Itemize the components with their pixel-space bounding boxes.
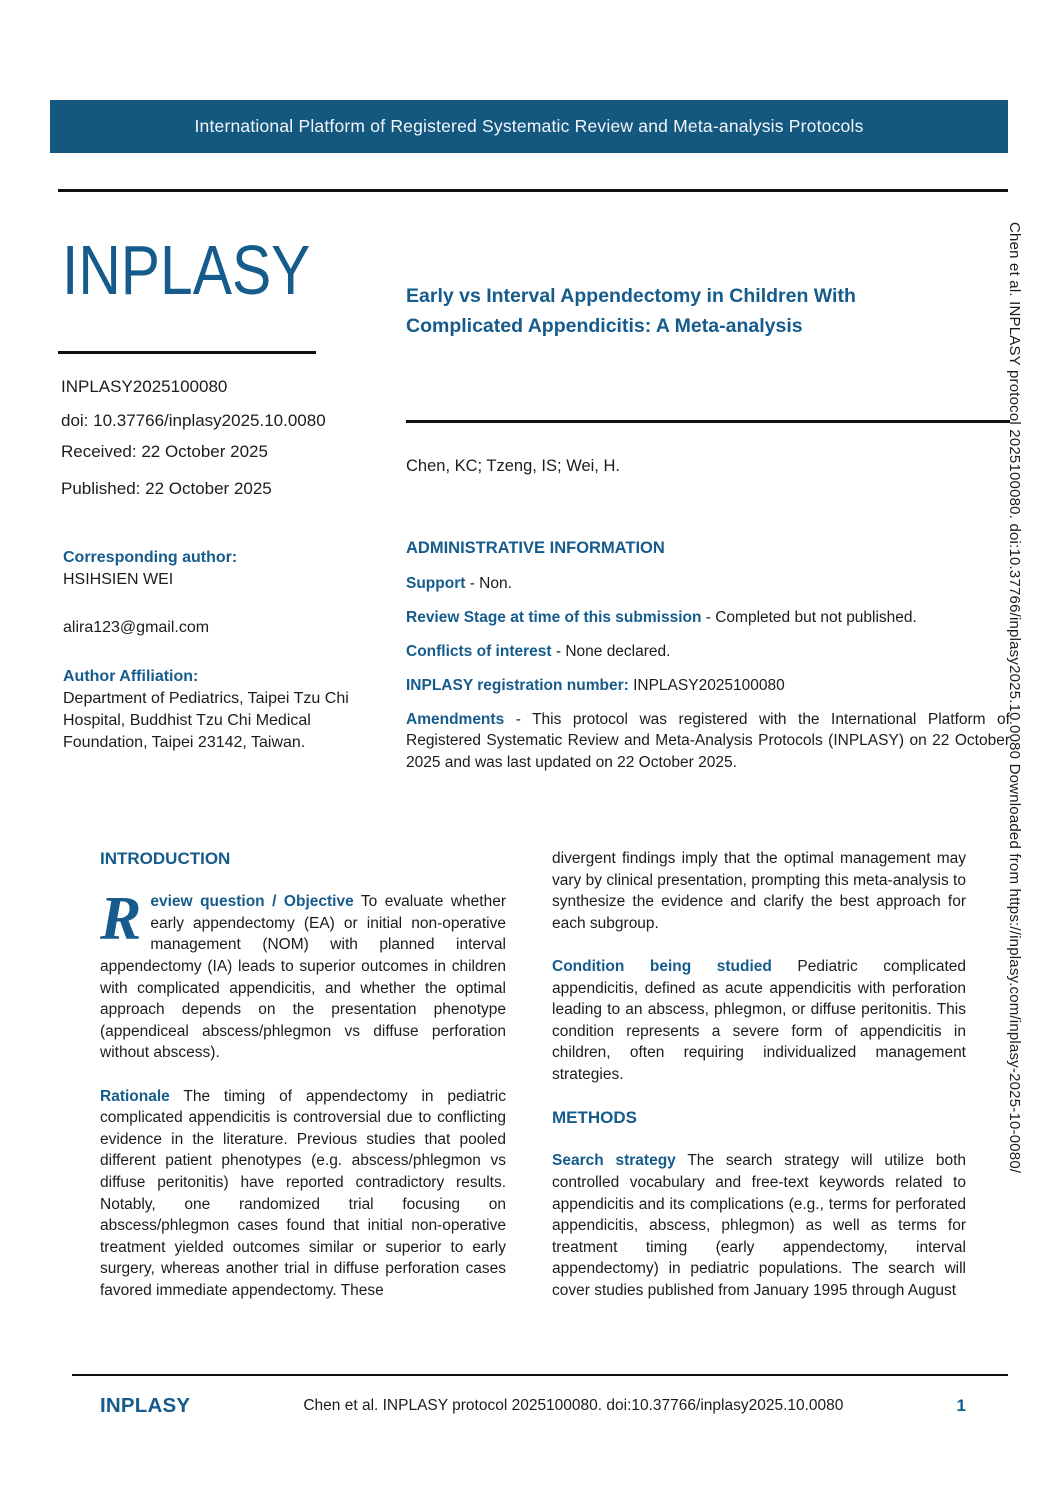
review-question-label: eview question / Objective xyxy=(150,893,354,911)
search-strategy-label: Search strategy xyxy=(552,1152,676,1170)
corresponding-author-block xyxy=(63,547,363,754)
amendments-text: - This protocol was registered with the International Platform of Registered Systematic Review and Meta-Analysis Protocols (INPLASY) on 22 October 2025 and was last updated on 22 October 2025. xyxy=(406,710,1010,771)
corresponding-author-name: HSIHSIEN WEI xyxy=(63,571,174,588)
review-stage-line xyxy=(406,607,1010,629)
registration-line xyxy=(406,675,1010,697)
rationale-text: The timing of appendectomy in pediatric complicated appendicitis is controversial due to conflicting evidence in the literature. Previous studies that pooled different patient phenotypes (e.g. abscess/phlegmon vs diffuse peritonitis) have reported contradictory results. Notably, one randomized trial focusing on abscess/phlegmon cases found that initial non-operative treatment yielded outcomes similar or superior to early surgery, whereas another trial in diffuse perforation cases favored immediate appendectomy. These xyxy=(100,1087,506,1299)
doi: doi: 10.37766/inplasy2025.10.0080 xyxy=(61,411,326,430)
page-footer xyxy=(100,1394,966,1418)
footer-page-number: 1 xyxy=(956,1396,966,1415)
corresponding-author-label: Corresponding author: xyxy=(63,549,238,566)
rationale-label: Rationale xyxy=(100,1087,170,1105)
introduction-heading: INTRODUCTION xyxy=(100,849,231,868)
received-date: Received: 22 October 2025 xyxy=(61,442,268,461)
registration-label: INPLASY registration number: xyxy=(406,676,629,694)
vertical-citation-text: Chen et al. INPLASY protocol 2025100080. doi:10.37766/inplasy2025.10.0080 Downloaded from https://inplasy.com/inplasy-2025-10-0080/ xyxy=(1006,222,1023,1174)
body-right-column xyxy=(552,848,966,1323)
conflicts-label: Conflicts of interest xyxy=(406,642,552,660)
registration-text: INPLASY2025100080 xyxy=(633,676,785,694)
condition-paragraph xyxy=(552,956,966,1086)
affiliation-label: Author Affiliation: xyxy=(63,668,199,685)
divider-title xyxy=(406,420,1010,423)
review-stage-label: Review Stage at time of this submission xyxy=(406,608,702,626)
condition-label: Condition being studied xyxy=(552,957,772,975)
divider-top xyxy=(58,189,1008,192)
footer-citation: Chen et al. INPLASY protocol 2025100080. doi:10.37766/inplasy2025.10.0080 xyxy=(303,1397,844,1414)
divider-logo xyxy=(58,351,316,354)
body-left-column xyxy=(100,848,506,1323)
search-strategy-paragraph xyxy=(552,1150,966,1301)
review-question-text: To evaluate whether early appendectomy (EA) or initial non-operative management (NOM) with planned interval appendectomy (IA) leads to superior outcomes in children with complicated appendicitis, and whether the optimal approach depends on the presentation phenotype (appendiceal abscess/phlegmon vs diffuse perforation without abscess). xyxy=(100,893,507,1062)
conflicts-line xyxy=(406,641,1010,663)
amendments-label: Amendments xyxy=(406,710,505,728)
protocol-meta xyxy=(61,376,381,499)
rationale-continuation-paragraph: divergent findings imply that the optimal management may vary by clinical presentation, prompting this meta-analysis to synthesize the evidence and clarify the best approach for each subgroup. xyxy=(552,850,966,932)
rationale-paragraph xyxy=(100,1086,506,1302)
inplasy-logo: INPLASY xyxy=(62,231,311,309)
conflicts-text: - None declared. xyxy=(555,642,671,660)
authors-line: Chen, KC; Tzeng, IS; Wei, H. xyxy=(406,457,620,475)
review-stage-text: - Completed but not published. xyxy=(705,608,917,626)
review-question-paragraph xyxy=(100,885,507,1064)
registration-number: INPLASY2025100080 xyxy=(61,377,228,396)
support-text: - Non. xyxy=(469,574,512,592)
banner-title: International Platform of Registered Systematic Review and Meta-analysis Protocols xyxy=(194,116,864,136)
support-line xyxy=(406,573,1010,595)
top-banner xyxy=(50,100,1008,153)
affiliation-text: Department of Pediatrics, Taipei Tzu Chi Hospital, Buddhist Tzu Chi Medical Foundation, Taipei 23142, Taiwan. xyxy=(63,690,349,751)
published-date: Published: 22 October 2025 xyxy=(61,479,272,498)
amendments-line xyxy=(406,709,1010,774)
footer-brand: INPLASY xyxy=(100,1394,191,1417)
page-title: Early vs Interval Appendectomy in Children With Complicated Appendicitis: A Meta-analysis xyxy=(406,285,856,337)
administrative-information xyxy=(406,538,1010,773)
condition-text: Pediatric complicated appendicitis, defined as acute appendicitis with perforation leading to an abscess, phlegmon, or diffuse peritonitis. This condition represents a severe form of appendicitis in children, often requiring individualized management strategies. xyxy=(552,957,966,1083)
search-strategy-text: The search strategy will utilize both controlled vocabulary and free-text keywords related to appendicitis and its complications (e.g., terms for perforated appendicitis, abscess, phlegmon) as well as terms for treatment timing (early appendectomy, interval appendectomy) in pediatric populations. The search will cover studies published from January 1995 through August xyxy=(552,1152,967,1299)
divider-footer xyxy=(72,1374,1008,1376)
corresponding-author-email: alira123@gmail.com xyxy=(63,619,210,636)
admin-heading: ADMINISTRATIVE INFORMATION xyxy=(406,539,665,557)
methods-heading: METHODS xyxy=(552,1108,637,1128)
dropcap-r: R xyxy=(100,885,142,954)
support-label: Support xyxy=(406,574,466,592)
